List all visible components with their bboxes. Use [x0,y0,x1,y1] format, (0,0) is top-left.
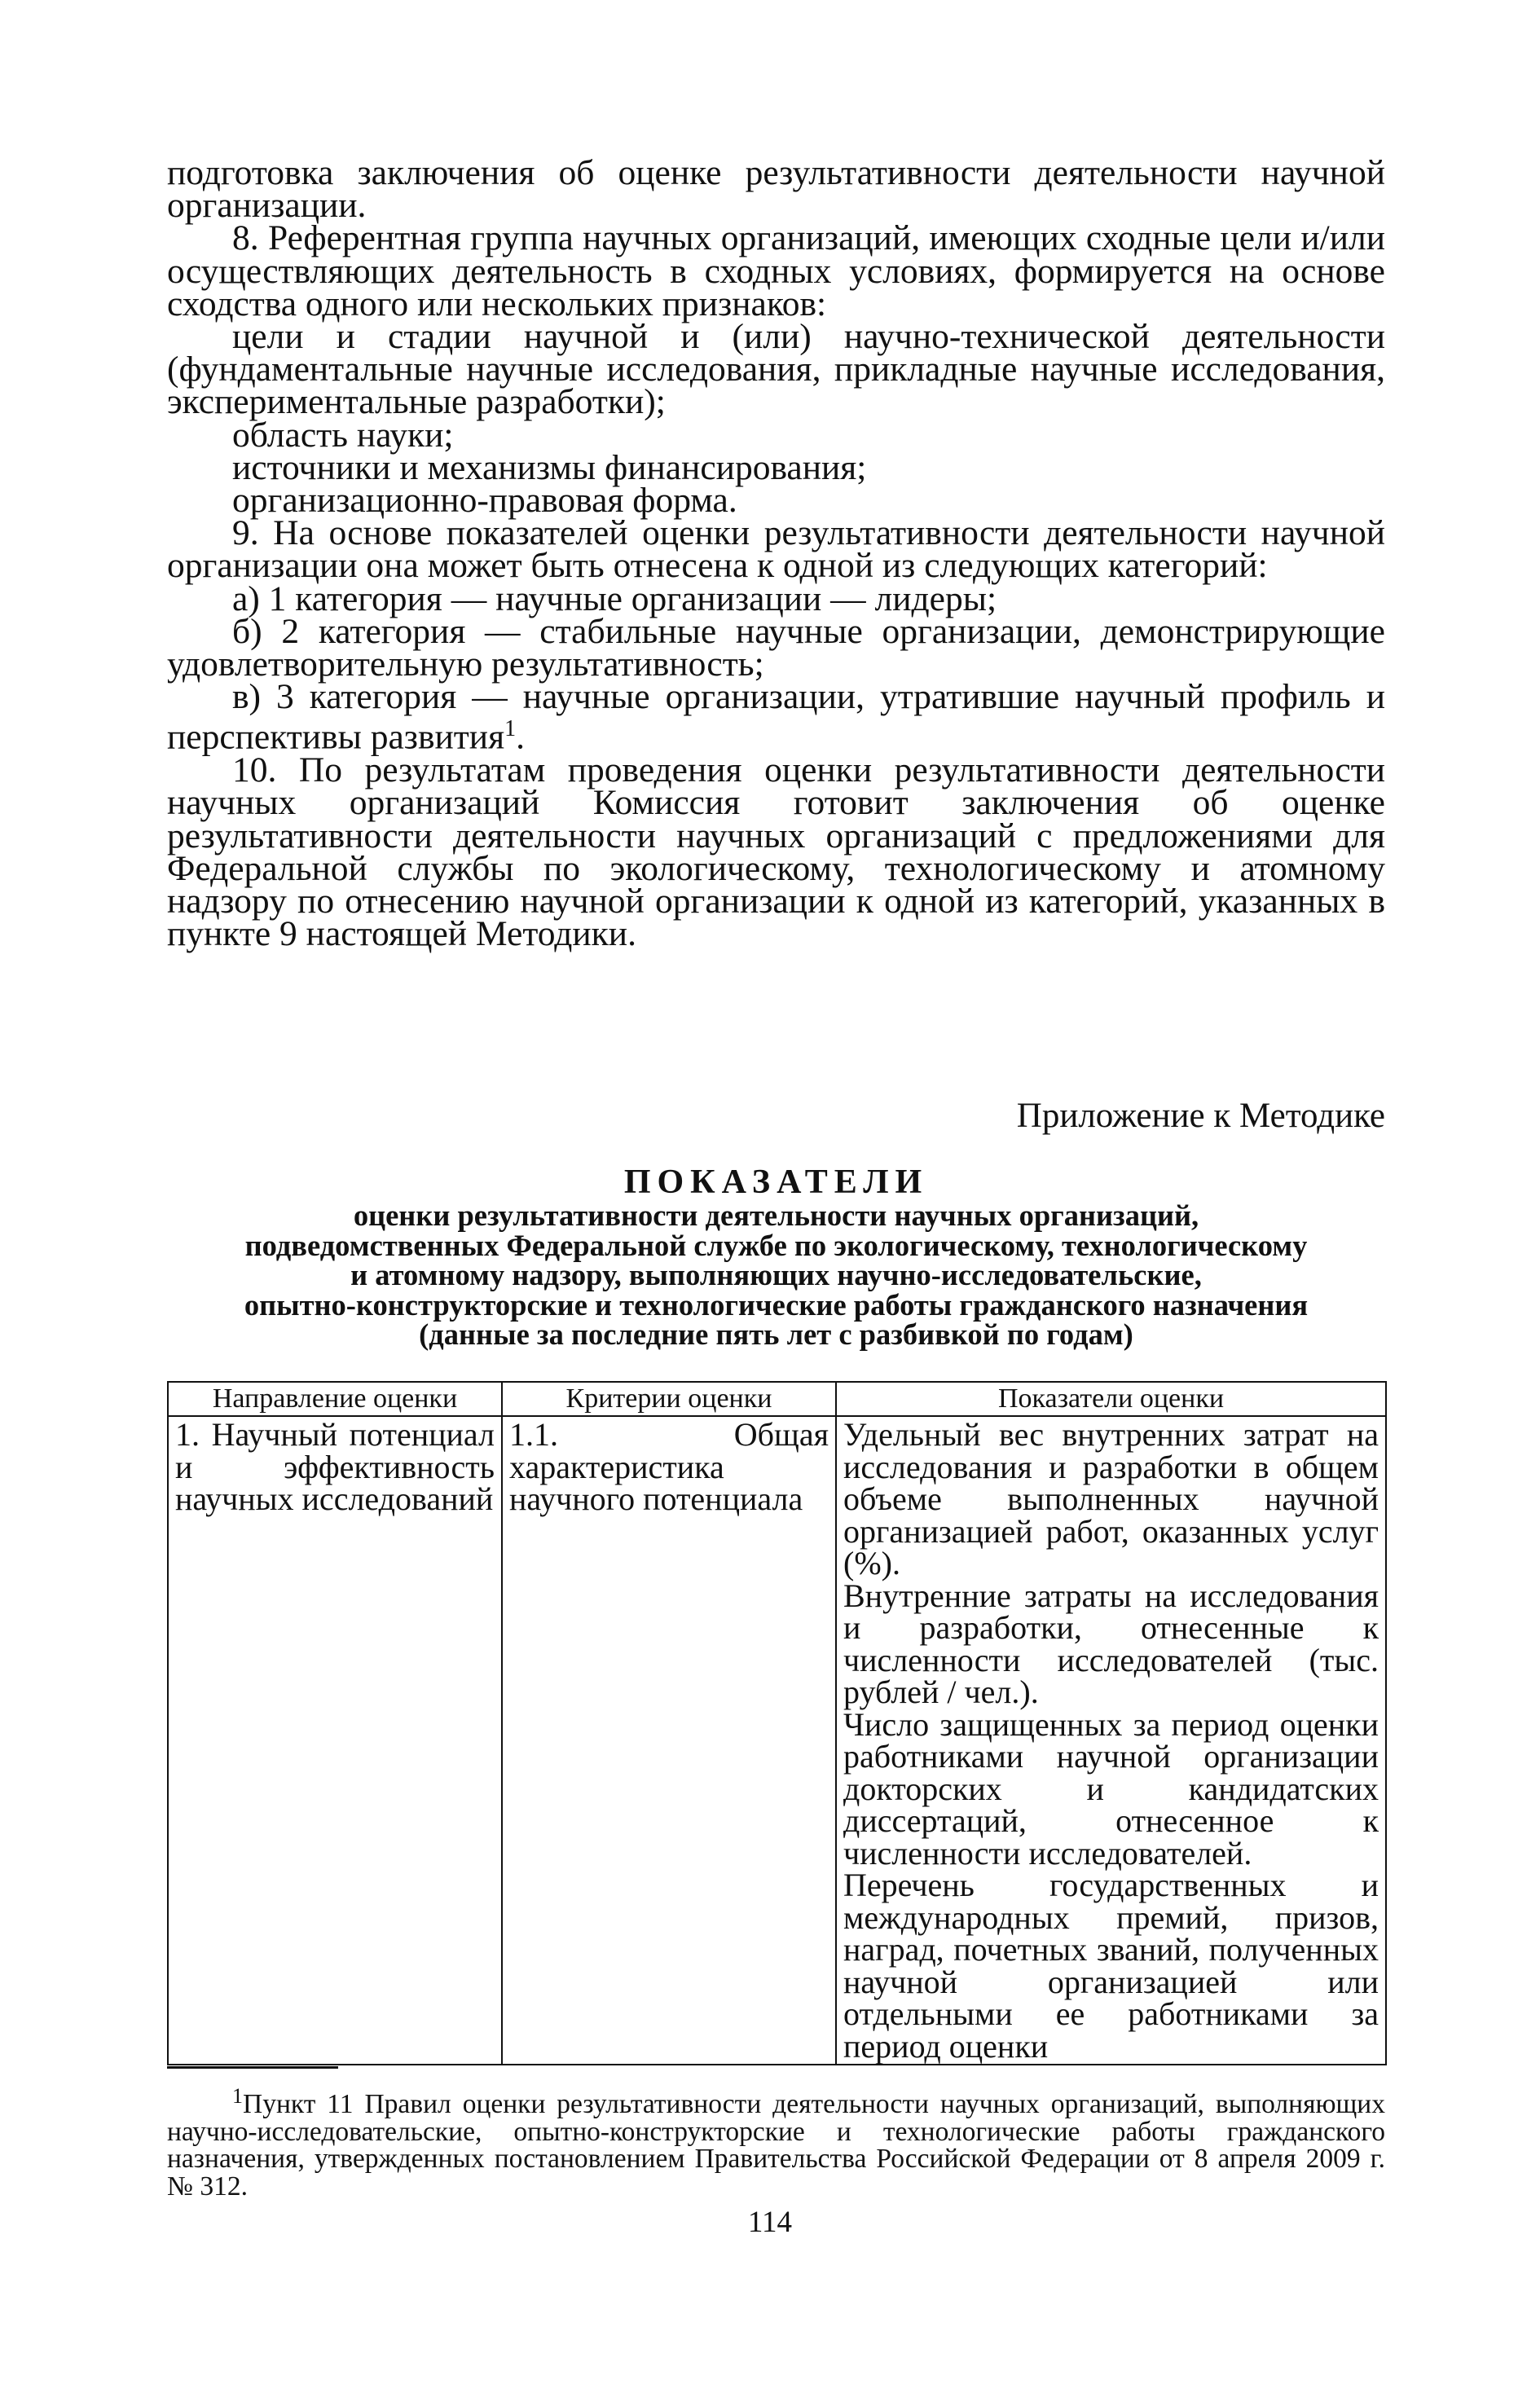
cell-indicators [836,1416,1386,2065]
footnote-text: Пункт 11 Правил оценки результативности деятельности научных организаций, выполняющих научно-исследовательские, опытно-конструкторские и технологические работы гражданского назначения, утвержденных постановлением Правительства Российской Федерации от 8 апреля 2009 г. № 312. [167,2089,1385,2201]
criteria-item-funding: источники и механизмы финансирования; [232,447,867,487]
body-text [167,153,1385,954]
heading-line-2: подведомственных Федеральной службе по экологическому, технологическому [244,1228,1308,1262]
footnote-divider [167,2066,338,2069]
table-header-row [168,1382,1386,1416]
category-3-text: в) 3 категория — научные организации, утратившие научный профиль и перспективы развития [167,677,1385,757]
footnote [167,2083,1385,2200]
footnote-marker: 1 [232,2084,243,2108]
indicator-item: Перечень государственных и международных премий, призов, наград, почетных званий, полученных научной организацией или отдельными ее работниками за период оценки [843,1867,1379,2065]
category-3-end: . [516,717,525,757]
indicator-item: Внутренние затраты на исследования и разработки, отнесенные к численности исследователей (тыс. рублей / чел.). [843,1577,1379,1710]
heading-line-4: опытно-конструкторские и технологические работы гражданского назначения [244,1287,1309,1322]
indicators-table [167,1381,1387,2065]
paragraph-8: 8. Референтная группа научных организаций, имеющих сходные цели и/или осуществляющих деятельность в сходных условиях, формируется на основе сходства одного или нескольких признаков: [167,218,1385,323]
criteria-item-legal-form: организационно-правовая форма. [232,481,737,521]
category-2-item: б) 2 категория — стабильные научные организации, демонстрирующие удовлетворительную результативность; [167,611,1385,684]
indicators-heading [167,1163,1385,1350]
table-row [168,1416,1386,2065]
cell-criterion: 1.1. Общая характеристика научного потенциала [502,1416,836,2065]
paragraph-continuation: подготовка заключения об оценке результативности деятельности научной организации. [167,153,1385,226]
appendix-label: Приложение к Методике [1016,1097,1385,1135]
header-indicators: Показатели оценки [836,1382,1386,1416]
header-direction: Направление оценки [168,1382,502,1416]
criteria-item-field: область науки; [232,415,454,455]
category-1-item: а) 1 категория — научные организации — лидеры; [232,578,997,618]
heading-line-5: (данные за последние пять лет с разбивкой по годам) [419,1317,1133,1351]
indicator-item: Число защищенных за период оценки работниками научной организации докторских и кандидатских диссертаций, отнесенное к численности исследователей. [843,1705,1379,1872]
indicator-item: Удельный вес внутренних затрат на исследования и разработки в общем объеме выполненных научной организацией работ, оказанных услуг (%). [843,1416,1379,1581]
cell-direction: 1. Научный потенциал и эффективность научных исследований [168,1416,502,2065]
category-3-item [167,677,1385,757]
heading-line-3: и атомному надзору, выполняющих научно-исследовательские, [350,1258,1202,1291]
page-number: 114 [747,2206,793,2239]
footnote-reference: 1 [504,716,517,742]
paragraph-10: 10. По результатам проведения оценки результативности деятельности научных организаций Комиссия готовит заключения об оценке результативности деятельности научных организаций с предложениями для Федеральной службы по экологическому, технологическому и атомному надзору по отнесению научной организации к одной из категорий, указанных в пункте 9 настоящей Методики. [167,750,1385,954]
heading-line-1: оценки результативности деятельности научных организаций, [353,1199,1199,1232]
heading-title: ПОКАЗАТЕЛИ [623,1163,929,1201]
criteria-item-goals: цели и стадии научной и (или) научно-технической деятельности (фундаментальные научные исследования, прикладные научные исследования, экспериментальные разработки); [167,317,1385,422]
header-criteria: Критерии оценки [502,1382,836,1416]
paragraph-9: 9. На основе показателей оценки результативности деятельности научной организации она может быть отнесена к одной из следующих категорий: [167,513,1385,586]
